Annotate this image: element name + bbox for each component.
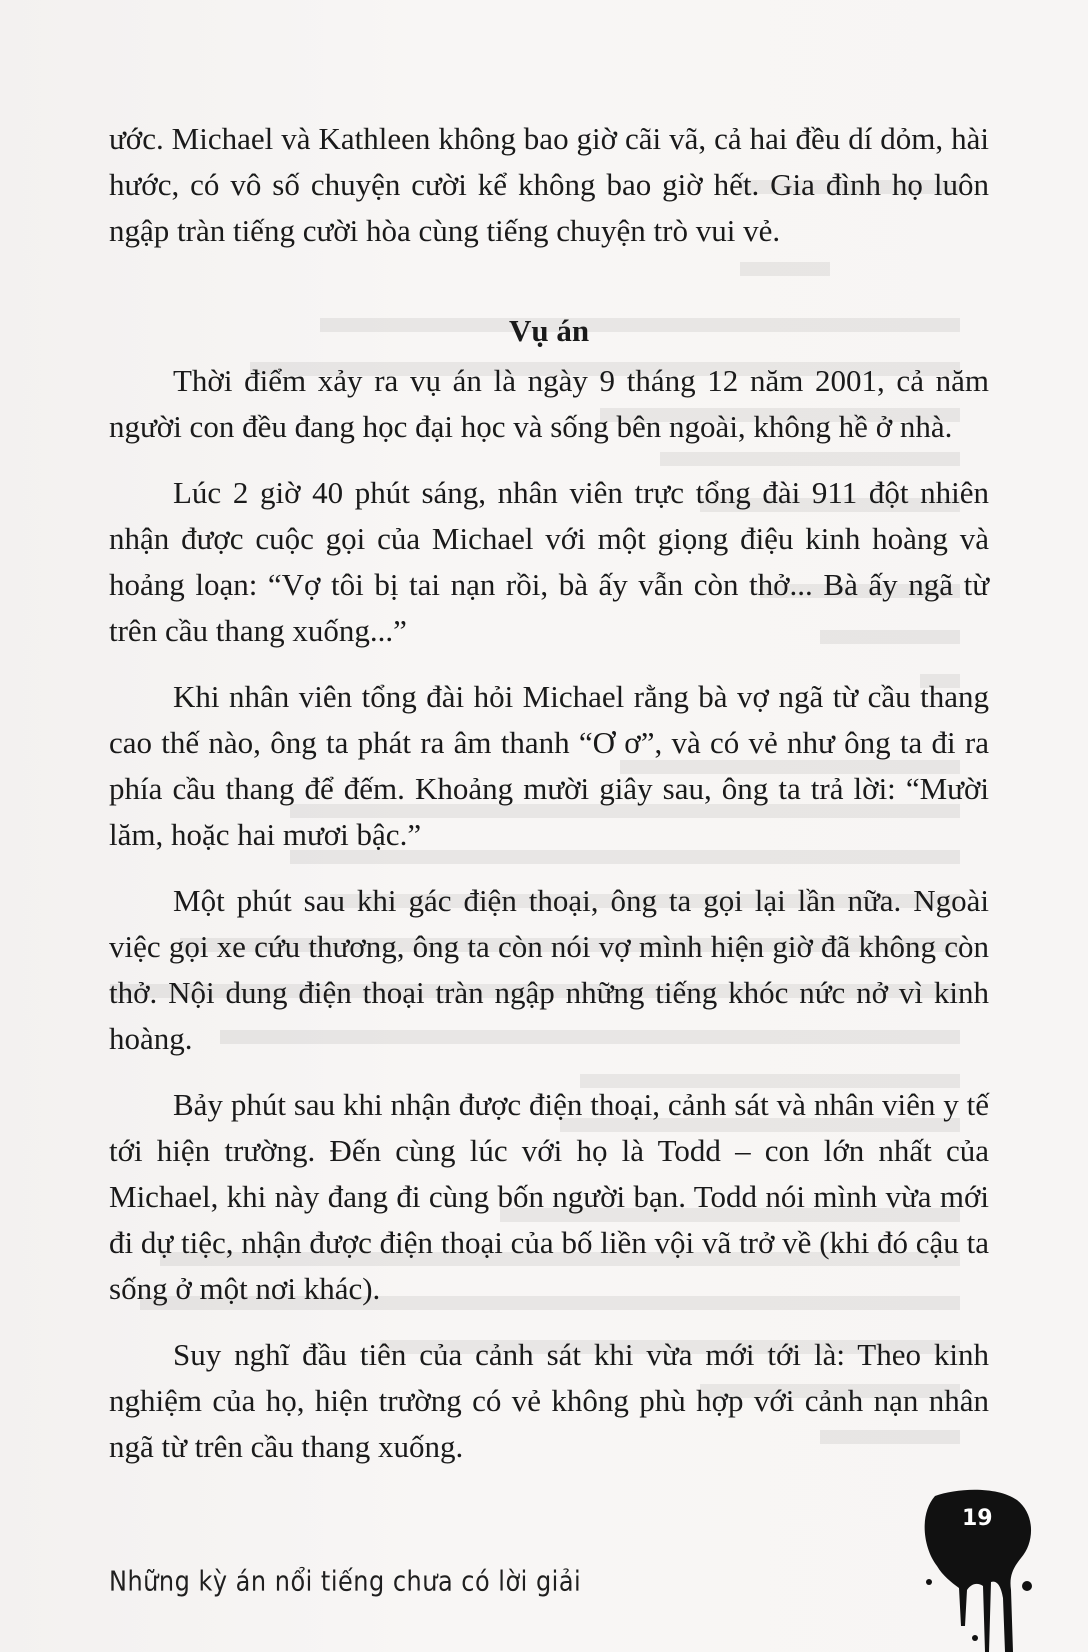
paragraph-1: ước. Michael và Kathleen không bao giờ cãi vã, cả hai đều dí dỏm, hài hước, có vô số chuyện cười kể không bao giờ hết. Gia đình họ luôn ngập tràn tiếng cười hòa cùng tiếng chuyện trò vui vẻ. <box>109 121 989 248</box>
paragraph-2: Thời điểm xảy ra vụ án là ngày 9 tháng 12 năm 2001, cả năm người con đều đang học đại học và sống bên ngoài, không hề ở nhà. <box>109 363 989 444</box>
section-heading: Vụ án <box>508 313 590 348</box>
body-text <box>109 116 989 1470</box>
paragraph-4: Khi nhân viên tổng đài hỏi Michael rằng bà vợ ngã từ cầu thang cao thế nào, ông ta phát ra âm thanh “Ơ ơ”, và có vẻ như ông ta đi ra phía cầu thang để đếm. Khoảng mười giây sau, ông ta trả lời: “Mười lăm, hoặc hai mươi bậc.” <box>109 679 989 852</box>
paragraph-6: Bảy phút sau khi nhận được điện thoại, cảnh sát và nhân viên y tế tới hiện trường. Đến cùng lúc với họ là Todd – con lớn nhất của Michael, khi này đang đi cùng bốn người bạn. Todd nói mình vừa mới đi dự tiệc, nhận được điện thoại của bố liền vội vã trở về (khi đó cậu ta sống ở một nơi khác). <box>109 1087 989 1306</box>
paragraph-7: Suy nghĩ đầu tiên của cảnh sát khi vừa mới tới là: Theo kinh nghiệm của họ, hiện trường có vẻ không phù hợp với cảnh nạn nhân ngã từ trên cầu thang xuống. <box>109 1337 989 1464</box>
paragraph-3: Lúc 2 giờ 40 phút sáng, nhân viên trực tổng đài 911 đột nhiên nhận được cuộc gọi của Michael với một giọng điệu kinh hoàng và hoảng loạn: “Vợ tôi bị tai nạn rồi, bà ấy vẫn còn thở... Bà ấy ngã từ trên cầu thang xuống...” <box>109 475 989 648</box>
running-footer-title: Những kỳ án nổi tiếng chưa có lời giải <box>109 1565 582 1598</box>
paragraph-5: Một phút sau khi gác điện thoại, ông ta gọi lại lần nữa. Ngoài việc gọi xe cứu thương, ông ta còn nói vợ mình hiện giờ đã không còn thở. Nội dung điện thoại tràn ngập những tiếng khóc nức nở vì kinh hoàng. <box>109 883 989 1056</box>
page-number: 19 <box>962 1506 993 1531</box>
